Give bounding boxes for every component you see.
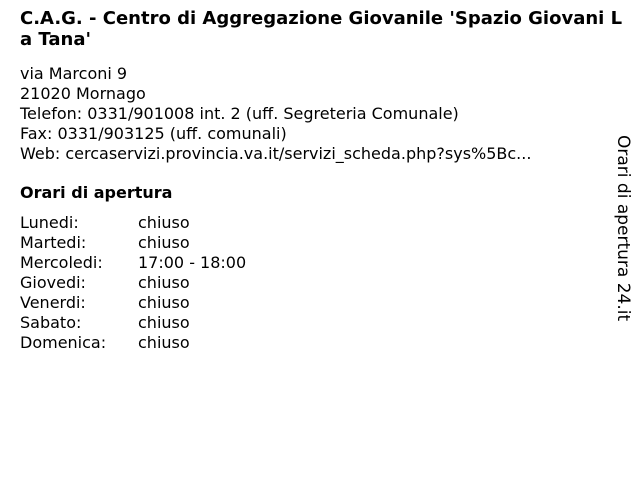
city: 21020 Mornago <box>20 84 146 103</box>
page-title: C.A.G. - Centro di Aggregazione Giovanile 'Spazio Giovani La Tana' <box>20 8 623 50</box>
phone-number: Telefon: 0331/901008 int. 2 (uff. Segreteria Comunale) <box>20 104 459 123</box>
street-address: via Marconi 9 <box>20 64 128 83</box>
opening-hours-table <box>20 213 246 353</box>
day-hours: 17:00 - 18:00 <box>138 253 247 272</box>
website-line <box>20 144 531 164</box>
day-label: Sabato: <box>20 313 82 332</box>
hours-row-mercoledi <box>20 253 246 273</box>
day-label: Lunedi: <box>20 213 79 232</box>
hours-row-martedi <box>20 233 246 253</box>
brand-watermark: Orari di apertura 24.it <box>613 135 633 322</box>
day-hours: chiuso <box>138 273 190 292</box>
address-block <box>20 64 531 164</box>
day-hours: chiuso <box>138 333 190 352</box>
hours-row-venerdi <box>20 293 246 313</box>
opening-hours-heading: Orari di apertura <box>20 183 173 202</box>
day-label: Venerdi: <box>20 293 86 312</box>
website-link[interactable]: cercaservizi.provincia.va.it/servizi_scheda.php?sys%5Bc... <box>65 144 532 163</box>
day-hours: chiuso <box>138 213 190 232</box>
hours-row-lunedi <box>20 213 246 233</box>
day-label: Mercoledi: <box>20 253 103 272</box>
hours-row-giovedi <box>20 273 246 293</box>
day-label: Domenica: <box>20 333 107 352</box>
hours-row-sabato <box>20 313 246 333</box>
day-hours: chiuso <box>138 313 190 332</box>
fax-number: Fax: 0331/903125 (uff. comunali) <box>20 124 287 143</box>
day-label: Giovedi: <box>20 273 86 292</box>
hours-row-domenica <box>20 333 246 353</box>
day-hours: chiuso <box>138 233 190 252</box>
day-label: Martedi: <box>20 233 87 252</box>
day-hours: chiuso <box>138 293 190 312</box>
website-label: Web: <box>20 144 66 163</box>
